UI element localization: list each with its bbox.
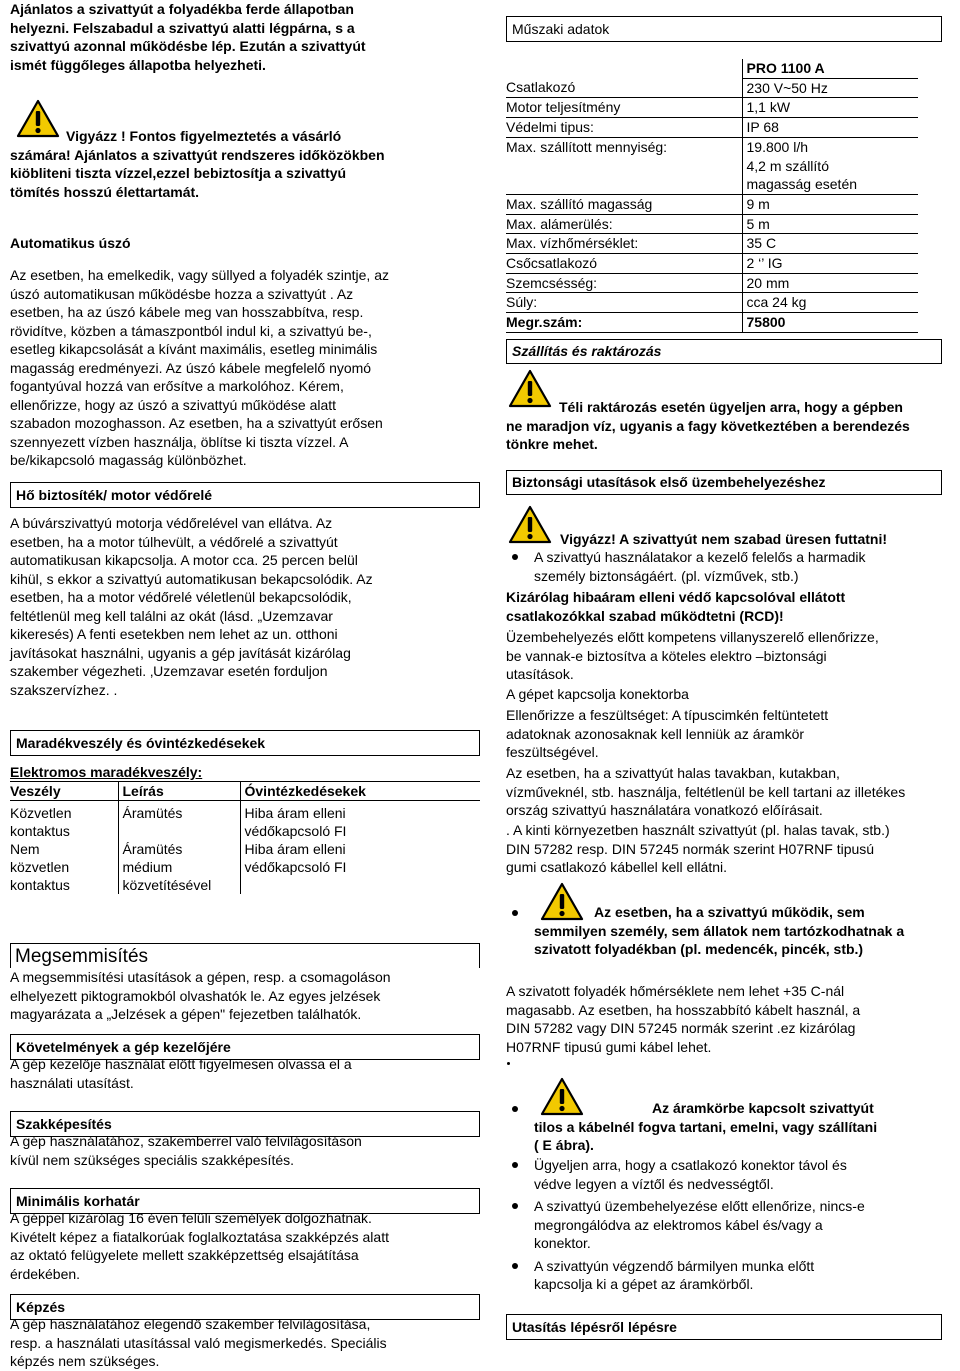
spec-row [506, 194, 918, 214]
spec-key: Védelmi tipus: [506, 118, 742, 138]
rcd-notice: Kizárólag hibaáram elleni védő kapcsolóval ellátott csatlakozókkal szabad működtetni (RCD)! [506, 589, 846, 624]
text-line: tömítés hosszú élettartamát. [10, 183, 200, 200]
paragraph: Üzembehelyezés előtt kompetens villanyszerelő ellenőrizze, be vannak-e biztosítva a köteles elektro –biztonsági utasítások. [506, 629, 879, 682]
table-cell: Hiba áram elleni védőkapcsoló FI [240, 840, 480, 894]
spec-key: Megr.szám: [506, 313, 742, 333]
thermal-fuse-heading: Hő biztosíték/ motor védőrelé [10, 482, 480, 508]
text-line: A géppel kizárólag 16 éven felüli személyek dolgozhatnak. [10, 1210, 372, 1226]
spec-row [506, 293, 918, 313]
text-line: ellenőrizze, hogy az úszó a szivattyú működése alatt [10, 396, 337, 413]
warning-title: Vigyázz ! Fontos figyelmeztetés a vásárló [66, 128, 342, 144]
list-item: A szivattyú üzembehelyezése előtt ellenőrize, nincs-e megrongálódva az elektromos kábel és/vagy a konektor. [506, 1197, 956, 1253]
list-item: A szivattyún végzendő bármilyen munka előtt kapcsolja ki a gépet az áramkörből. [506, 1257, 956, 1294]
text-line: A megsemmisítési utasítások a gépen, resp. a csomagoláson [10, 969, 391, 985]
operator-req-body [10, 1055, 482, 1092]
dry-run-warning: Vigyázz! A szivattyút nem szabad üresen futtatni! [560, 531, 887, 547]
intro-paragraph [10, 0, 480, 74]
table-row [10, 801, 480, 841]
column-header: Leírás [118, 782, 240, 801]
step-by-step-heading: Utasítás lépésről lépésre [506, 1314, 942, 1340]
disposal-heading: Megsemmisítés [10, 943, 480, 968]
spec-value: 19.800 l/h 4,2 m szállító magasság esetén [742, 137, 918, 194]
paragraph: Az esetben, ha a szivattyút halas tavakban, kutakban, vízműveknél, stb. használja, feltétlenül be kell tartani az illetékes ország szivattyú használatára vonatkozó előírásait. [506, 765, 906, 818]
spec-row [506, 137, 918, 194]
text-line: A búvárszivattyú motorja védőrelével van ellátva. Az [10, 515, 333, 531]
risk-table [10, 781, 480, 894]
column-header: Óvintézkedésekek [240, 782, 480, 801]
bullet-list [506, 548, 956, 585]
qualification-body [10, 1132, 482, 1169]
bullet-dot [512, 910, 518, 916]
spec-value: 75800 [742, 313, 918, 333]
text-line: ne maradjon víz, ugyanis a fagy következtében a berendezés [506, 417, 910, 434]
paragraph: Ellenőrizze a feszültséget: A típuscimkén feltüntetett adatoknak azonosaknak kell lenniük az áramkör feszültségével. [506, 707, 829, 760]
spec-row [506, 254, 918, 274]
text-line: resp. a használati utasítással való megismerkedés. Speciális [10, 1334, 387, 1351]
text-line: magasság eredményezi. Az úszó kábele megfelelő nyomó [10, 359, 372, 376]
text-line: szakember végezheti. ‚Uzemzavar esetén forduljon [10, 663, 328, 679]
tech-spec-table [506, 59, 918, 333]
text-line: A gép kezelője használat előtt figyelmesen olvassa el a [10, 1056, 352, 1072]
column-header: Veszély [10, 782, 118, 801]
paragraph: . A kinti környezetben használt szivattyút (pl. halas tavak, stb.) DIN 57282 resp. DIN 57245 normák szerint H07RNF tipusú gumi csatlakozó kábellel kell ellátni. [506, 822, 890, 875]
text-line: magyarázata a „Jelzések a gépen" fejezetben találhatók. [10, 1006, 362, 1022]
table-cell: Hiba áram elleni védőkapcsoló FI [240, 801, 480, 841]
table-row [10, 840, 480, 894]
text-line: kihül, s ekkor a szivattyú automatikusan bekapcsolódik. Az [10, 570, 373, 587]
float-switch-body [10, 266, 482, 470]
text-line: szivattyú azonnal működésbe lép. Ezután a szivattyút [10, 38, 366, 54]
text-line: rövidítve, közben a támaszpontból indul ki, a szivattyú be-, [10, 322, 372, 339]
text-line: tönkre mehet. [506, 436, 598, 452]
spec-value: 2 ‘’ IG [742, 254, 918, 274]
spec-key: Max. szállított mennyiség: [506, 137, 742, 194]
min-age-heading: Minimális korhatár [10, 1188, 480, 1214]
text-line: helyezni. Felszabadul a szivattyú alatti légpárna, s a [10, 19, 355, 36]
spec-row [506, 214, 918, 234]
training-heading: Képzés [10, 1294, 480, 1320]
text-line: képzés nem szükséges. [10, 1353, 160, 1369]
text-line: esetben, ha a motor túlhevült, a védőrelé a szivattyút [10, 533, 338, 550]
text-line: esetben, ha a motor védőrelé véletlenül bekapcsolódik, [10, 589, 352, 605]
bullet-dot [512, 1106, 518, 1112]
text-line: A gép használatához, szakemberrel való felvilágosításon [10, 1133, 362, 1149]
text-line: javításokat használni, ugyanis a gép javítását kizárólag [10, 644, 351, 661]
warning-text: Az esetben, ha a szivattyú működik, sem semmilyen személy, sem állatok nem tartózkodhatnak a szivatott folyadékban (pl. medencék, pincék, stb.) [534, 904, 905, 957]
spec-value: 20 mm [742, 273, 918, 293]
text-line: fogantyúval hozzá van erősítve a markolóhoz. Kérem, [10, 378, 344, 394]
spec-key: Csatlakozó [506, 78, 742, 98]
bullet-list [506, 1156, 956, 1294]
spec-row [506, 273, 918, 293]
warning-paragraph [10, 127, 480, 201]
list-item: A szivattyú használatakor a kezelő felelős a harmadik személy biztonságáért. (pl. vízművek, stb.) [506, 548, 956, 585]
spec-value: cca 24 kg [742, 293, 918, 313]
spec-key: Max. szállító magasság [506, 194, 742, 214]
text-line: Téli raktározás esetén ügyeljen arra, hogy a gépben [559, 399, 903, 415]
table-cell: Áramütés médium közvetítésével [118, 840, 240, 894]
spec-row [506, 78, 918, 98]
table-cell: Közvetlen kontaktus [10, 805, 72, 839]
spec-value: 9 m [742, 194, 918, 214]
table-cell: Áramütés [118, 801, 240, 841]
disposal-body [10, 968, 482, 1024]
text-line: esetleg kikapcsolását a kívánt maximális, esetleg minimális [10, 341, 378, 357]
text-line: úszó automatikusan működésbe hozza a szivattyút . Az [10, 285, 354, 302]
spec-value: 1,1 kW [742, 98, 918, 118]
residual-risk-heading: Maradékveszély és óvintézkedésekek [10, 730, 480, 756]
list-item: Ügyeljen arra, hogy a csatlakozó konektor távol és védve legyen a víztől és nedvességtől. [506, 1156, 956, 1193]
table-cell: Nem közvetlen kontaktus [10, 841, 70, 893]
spec-value: IP 68 [742, 118, 918, 138]
text-line: elhelyezett piktogramokból olvashatók le. Az egyes jelzések [10, 987, 381, 1004]
qualification-heading: Szakképesítés [10, 1111, 480, 1137]
spec-key: Csőcsatlakozó [506, 254, 742, 274]
text-line: kiöbliteni tiszta vízzel,ezzel bebiztosítja a szivattyú [10, 165, 347, 182]
float-switch-heading: Automatikus úszó [10, 235, 131, 251]
operator-req-heading: Követelmények a gép kezelőjére [10, 1034, 480, 1060]
cable-warning [534, 1099, 960, 1155]
text-line: Ajánlatos a szivattyút a folyadékba ferde állapotban [10, 1, 354, 17]
text-line: feltétlenül meg kell találni az okát (lásd. „Uzemzavar [10, 607, 333, 624]
spec-value: 230 V~50 Hz [742, 78, 918, 98]
safety-heading: Biztonsági utasítások első üzembehelyezéshez [506, 470, 942, 495]
spec-key: Súly: [506, 293, 742, 313]
spec-key: Motor teljesítmény [506, 98, 742, 118]
paragraph: A szivatott folyadék hőmérséklete nem lehet +35 C-nál magasabb. Az esetben, ha hosszabbító kábelt használ, a DIN 57282 vagy DIN 57245 normák szerint .ez kizárólag H07RNF tipusú gumi kábel lehet. [506, 983, 861, 1055]
text-line: az oktató felügyelete mellett szakképzettség elsajátítása [10, 1247, 359, 1263]
text-line: esetben, ha az úszó kábele meg van hosszabbítva, resp. [10, 304, 364, 320]
spec-key: Max. alámerülés: [506, 214, 742, 234]
text-line: szabadon mozoghasson. Az esetben, ha a szivattyút erősen [10, 415, 383, 431]
text-line: használati utasítást. [10, 1074, 134, 1091]
min-age-body [10, 1209, 482, 1283]
tech-data-heading: Műszaki adatok [506, 16, 942, 42]
thermal-fuse-body [10, 514, 482, 699]
text-line: érdekében. [10, 1265, 81, 1282]
training-body [10, 1315, 482, 1371]
warning-text: Az áramkörbe kapcsolt szivattyút tilos a kábelnél fogva tartani, emelni, vagy szállítani ( E ábra). [534, 1100, 878, 1153]
text-line: A gép használatához elegendő szakember felvilágosítása, [10, 1316, 371, 1332]
electric-risk-subheading: Elektromos maradékveszély: [10, 764, 203, 780]
spec-row [506, 313, 918, 333]
text-line: kívül nem szükséges speciális szakképesítés. [10, 1151, 295, 1168]
spec-key: Szemcsésség: [506, 273, 742, 293]
paragraph: A gépet kapcsolja konektorba [506, 686, 689, 702]
text-line: számára! Ajánlatos a szivattyút rendszeres időközökben [10, 146, 385, 163]
text-line: ismét függőleges állapotba helyezheti. [10, 56, 266, 73]
bullet-dot [507, 1062, 510, 1065]
spec-value: 5 m [742, 214, 918, 234]
text-line: szakszervízhez. . [10, 681, 118, 698]
text-line: szennyezett vízben használja, öblítse ki tiszta vízzel. A [10, 433, 349, 450]
text-line: automatikusan kikapcsolja. A motor cca. 25 percen belül [10, 552, 358, 568]
text-line: be/kikapcsoló magasság különbözhet. [10, 452, 247, 468]
text-line: Az esetben, ha emelkedik, vagy süllyed a folyadék szintje, az [10, 267, 389, 283]
spec-row [506, 234, 918, 254]
text-line: kikeresés) A fenti esetekben nem lehet az un. otthoni [10, 626, 338, 642]
storage-body [506, 398, 960, 454]
storage-heading: Szállítás és raktározás [506, 339, 942, 364]
spec-row [506, 118, 918, 138]
no-persons-warning [534, 903, 960, 959]
spec-value: 35 C [742, 234, 918, 254]
spec-key: Max. vízhőmérséklet: [506, 234, 742, 254]
model-name: PRO 1100 A [742, 59, 918, 78]
spec-row [506, 98, 918, 118]
text-line: Kivételt képez a fiatalkorúak foglalkoztatása szakképzés alatt [10, 1228, 389, 1245]
warning-triangle-icon [508, 504, 552, 544]
